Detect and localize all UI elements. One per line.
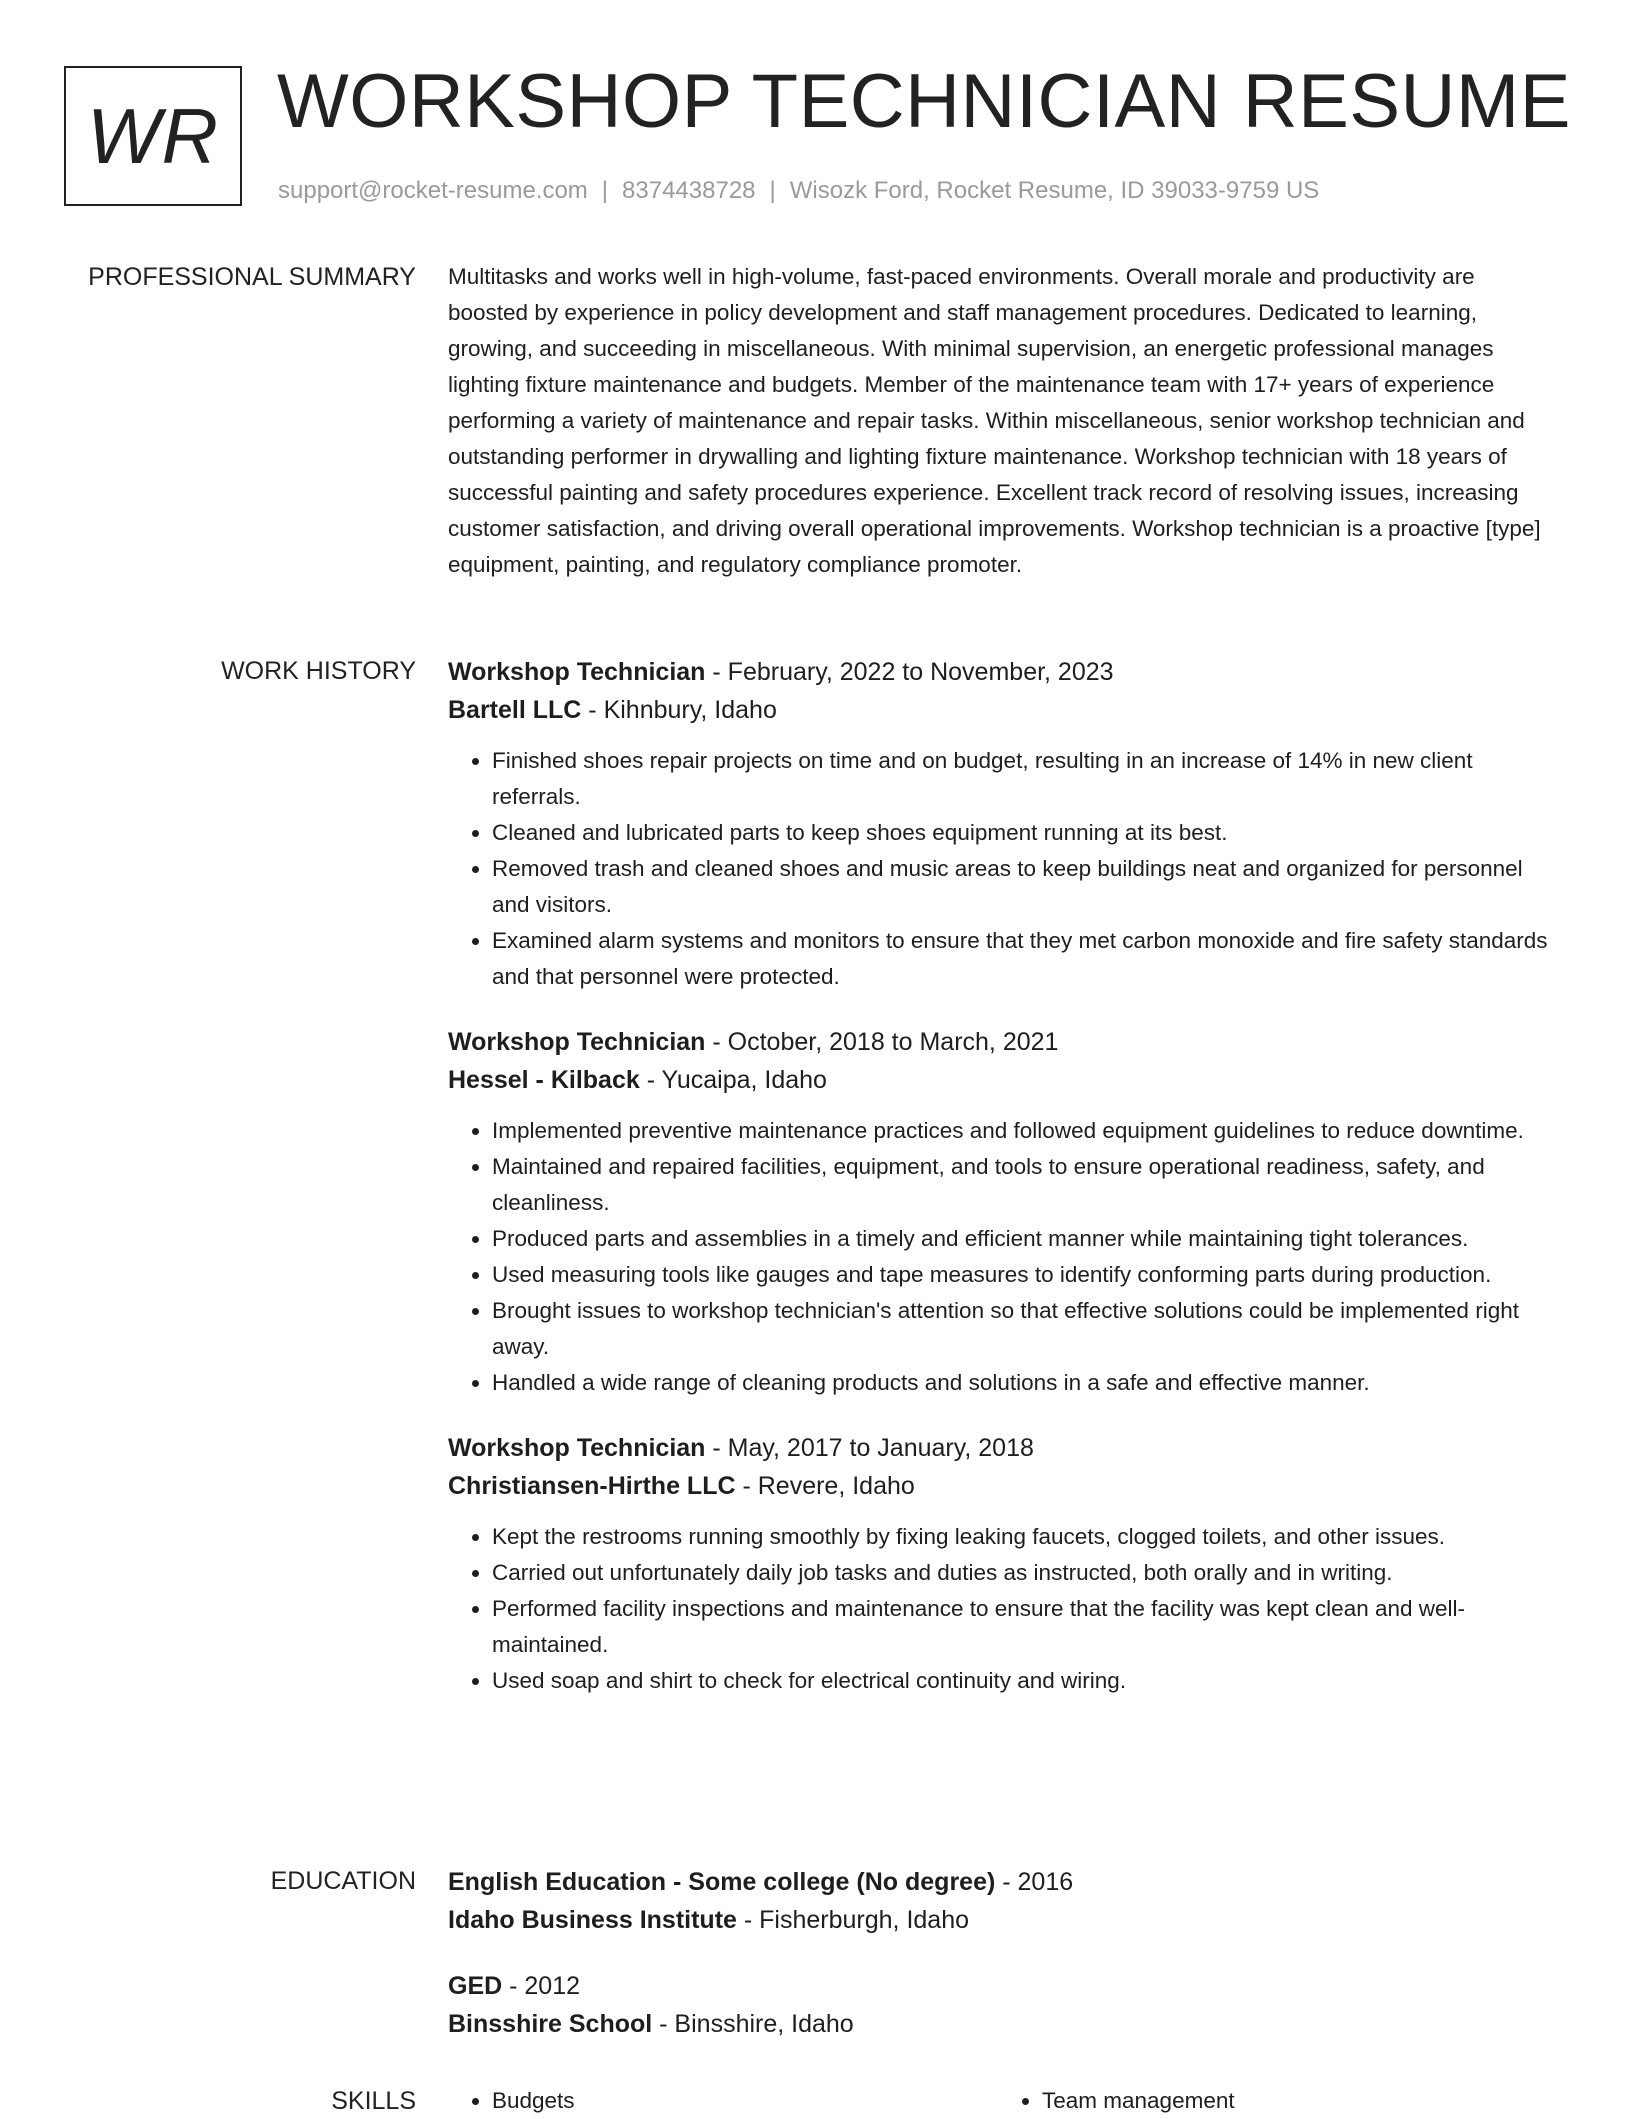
education-location: - Fisherburgh, Idaho <box>736 1906 970 1934</box>
job-bullet: • Implemented preventive maintenance practices and followed equipment guidelines to reduce downtime. <box>492 1113 1560 1149</box>
job-title: Workshop Technician <box>448 1028 706 1056</box>
section-label-skills: SKILLS <box>331 2087 416 2115</box>
job-location: - Revere, Idaho <box>735 1472 915 1500</box>
job-title: Workshop Technician <box>448 1434 706 1462</box>
job-title-line <box>448 1429 1560 1467</box>
job-bullets <box>448 743 1560 995</box>
education-year: - 2016 <box>995 1868 1074 1896</box>
job-entry <box>448 1429 1560 1699</box>
education-degree-line <box>448 1863 1560 1901</box>
job-bullet: • Finished shoes repair projects on time and on budget, resulting in an increase of 14% in new client referrals. <box>492 743 1560 815</box>
job-company: Hessel - Kilback <box>448 1066 640 1094</box>
job-location: - Yucaipa, Idaho <box>639 1066 827 1094</box>
education-degree: GED <box>448 1972 503 2000</box>
contact-phone: 8374438728 <box>622 177 756 204</box>
job-company: Bartell LLC <box>448 696 582 724</box>
contact-address: Wisozk Ford, Rocket Resume, ID 39033-9759 US <box>789 177 1320 204</box>
job-bullets <box>448 1113 1560 1401</box>
job-title-line <box>448 653 1560 691</box>
skill-item: • Budgets <box>492 2083 998 2119</box>
monogram-logo: WR <box>64 66 242 206</box>
education-school-line <box>448 1901 1560 1939</box>
job-bullet: • Handled a wide range of cleaning products and solutions in a safe and effective manner. <box>492 1365 1560 1401</box>
job-dates: - February, 2022 to November, 2023 <box>705 658 1114 686</box>
job-company: Christiansen-Hirthe LLC <box>448 1472 736 1500</box>
skill-item: • Team management <box>1042 2083 1548 2119</box>
education-entry <box>448 1863 1560 1939</box>
section-label-education: EDUCATION <box>270 1867 416 1895</box>
education-school: Binsshire School <box>448 2010 653 2038</box>
contact-separator: | <box>769 177 776 204</box>
job-bullet: • Removed trash and cleaned shoes and music areas to keep buildings neat and organized for personnel and visitors. <box>492 851 1560 923</box>
job-entry <box>448 653 1560 995</box>
job-bullet: • Cleaned and lubricated parts to keep shoes equipment running at its best. <box>492 815 1560 851</box>
job-bullet: • Brought issues to workshop technician's attention so that effective solutions could be implemented right away. <box>492 1293 1560 1365</box>
summary-text: Multitasks and works well in high-volume, fast-paced environments. Overall morale and productivity are boosted by experience in policy development and staff management procedures. Dedicated to learning, growing, and succeeding in miscellaneous. With minimal supervision, an energetic professional manages lighting fixture maintenance and budgets. Member of the maintenance team with 17+ years of experience performing a variety of maintenance and repair tasks. Within miscellaneous, senior workshop technician and outstanding performer in drywalling and lighting fixture maintenance. Workshop technician with 18 years of successful painting and safety procedures experience. Excellent track record of resolving issues, increasing customer satisfaction, and driving overall operational improvements. Workshop technician is a proactive [type] equipment, painting, and regulatory compliance promoter. <box>448 264 1541 577</box>
job-bullet: • Used soap and shirt to check for electrical continuity and wiring. <box>492 1663 1560 1699</box>
job-title: Workshop Technician <box>448 658 706 686</box>
contact-email: support@rocket-resume.com <box>278 177 588 204</box>
education-entry <box>448 1967 1560 2043</box>
education-year: - 2012 <box>502 1972 581 2000</box>
job-bullet: • Kept the restrooms running smoothly by fixing leaking faucets, clogged toilets, and other issues. <box>492 1519 1560 1555</box>
contact-separator: | <box>601 177 609 204</box>
education-school: Idaho Business Institute <box>448 1906 737 1934</box>
job-entry <box>448 1023 1560 1401</box>
job-bullet: • Maintained and repaired facilities, equipment, and tools to ensure operational readiness, safety, and cleanliness. <box>492 1149 1560 1221</box>
contact-info <box>278 174 1319 208</box>
page-title: WORKSHOP TECHNICIAN RESUME <box>277 59 1571 144</box>
job-bullet: • Examined alarm systems and monitors to ensure that they met carbon monoxide and fire safety standards and that personnel were protected. <box>492 923 1560 995</box>
education-school-line <box>448 2005 1560 2043</box>
job-company-line <box>448 1467 1560 1505</box>
skills-grid <box>448 2083 1560 2119</box>
job-bullets <box>448 1519 1560 1699</box>
job-company-line <box>448 1061 1560 1099</box>
job-bullet: • Used measuring tools like gauges and tape measures to identify conforming parts during production. <box>492 1257 1560 1293</box>
skills-column-right <box>998 2083 1548 2119</box>
job-dates: - October, 2018 to March, 2021 <box>705 1028 1059 1056</box>
education-degree-line <box>448 1967 1560 2005</box>
section-label-summary: PROFESSIONAL SUMMARY <box>88 263 416 291</box>
job-bullet: • Carried out unfortunately daily job tasks and duties as instructed, both orally and in writing. <box>492 1555 1560 1591</box>
education-location: - Binsshire, Idaho <box>652 2010 854 2038</box>
job-company-line <box>448 691 1560 729</box>
skills-column-left <box>448 2083 998 2119</box>
job-bullet: • Performed facility inspections and maintenance to ensure that the facility was kept clean and well-maintained. <box>492 1591 1560 1663</box>
section-label-work: WORK HISTORY <box>221 657 416 685</box>
education-degree: English Education - Some college (No degree) <box>448 1868 996 1896</box>
job-location: - Kihnbury, Idaho <box>581 696 777 724</box>
job-bullet: • Produced parts and assemblies in a timely and efficient manner while maintaining tight tolerances. <box>492 1221 1560 1257</box>
job-dates: - May, 2017 to January, 2018 <box>705 1434 1034 1462</box>
job-title-line <box>448 1023 1560 1061</box>
